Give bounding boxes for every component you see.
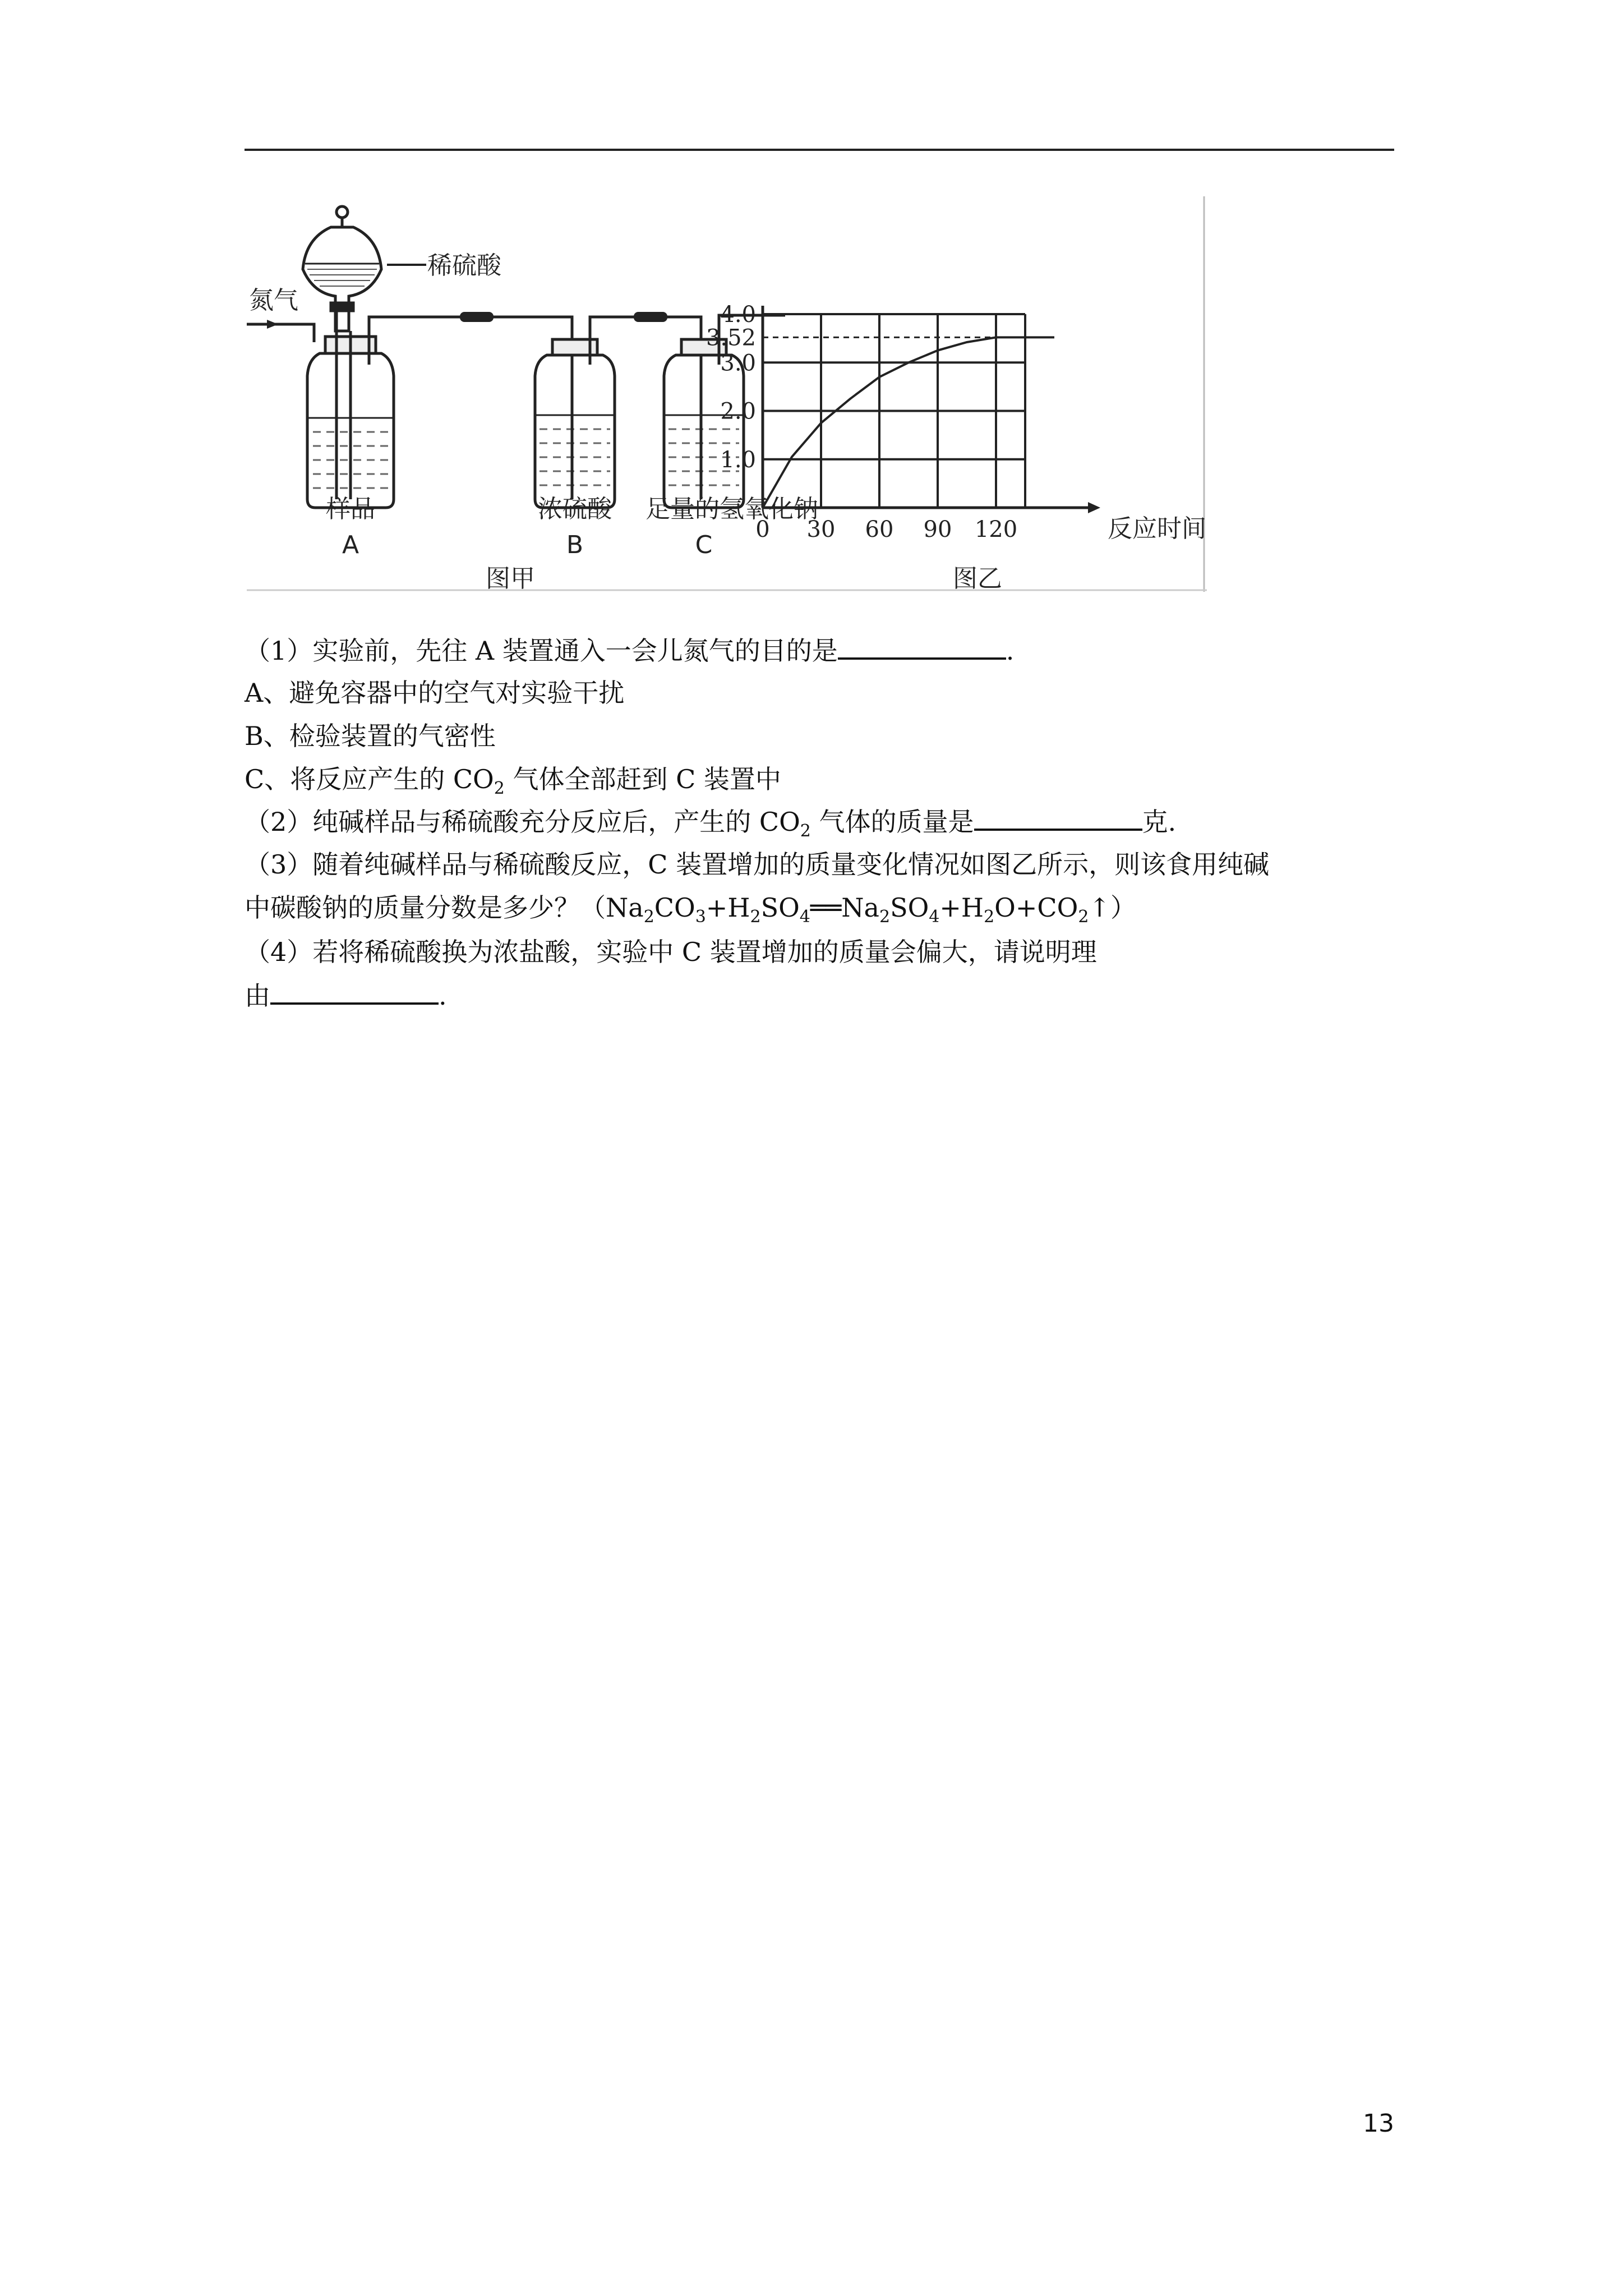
equation-part: ↑） bbox=[1089, 892, 1136, 923]
option-c-text-end: 气体全部赶到 C 装置中 bbox=[504, 764, 781, 794]
x-tick-label: 90 bbox=[923, 517, 952, 542]
x-axis-label: 反应时间 bbox=[1108, 514, 1206, 543]
question-2-end: 克. bbox=[1142, 807, 1177, 837]
acid-label: 稀硫酸 bbox=[427, 251, 501, 280]
bottle-c-letter: C bbox=[695, 531, 713, 559]
bottle-b-letter: B bbox=[566, 531, 584, 559]
bottle-c-name: 足量的氢氧化钠 bbox=[645, 495, 818, 523]
header-rule bbox=[245, 149, 1394, 151]
question-2-text: （2）纯碱样品与稀硫酸充分反应后，产生的 CO bbox=[245, 807, 800, 837]
x-axis-arrow-icon bbox=[1088, 502, 1100, 513]
x-tick-label: 0 bbox=[755, 517, 770, 542]
answer-blank-2[interactable] bbox=[974, 803, 1142, 831]
question-4-end: . bbox=[439, 981, 447, 1011]
question-1-end: . bbox=[1006, 636, 1015, 666]
option-a: A、避免容器中的空气对实验干扰 bbox=[245, 678, 625, 708]
y-tick-label: 2.0 bbox=[720, 398, 756, 425]
bottle-a-letter: A bbox=[342, 531, 359, 559]
equation-part: SO bbox=[890, 892, 929, 923]
y-tick-label: 1.0 bbox=[720, 447, 756, 473]
question-3-text: 中碳酸钠的质量分数是多少？（Na bbox=[245, 892, 644, 923]
option-c: C、将反应产生的 $CO_2$ 气体全部赶到 C 装置中 bbox=[245, 764, 781, 798]
x-tick-label: 60 bbox=[865, 517, 894, 542]
x-tick-label: 30 bbox=[806, 517, 836, 542]
equation-part: +H bbox=[706, 892, 750, 923]
y-tick-label: 3.52 bbox=[706, 325, 756, 351]
option-b: B、检验装置的气密性 bbox=[245, 721, 496, 751]
question-4-text: 由 bbox=[245, 981, 270, 1011]
y-tick-label: 3.0 bbox=[720, 350, 756, 376]
experiment-figure bbox=[247, 196, 1207, 592]
question-3-line-2: 中碳酸钠的质量分数是多少？$(Na_2CO_3+H_2SO_4══Na_2SO_4+H_2O+CO_2↑)$ bbox=[245, 892, 1136, 927]
question-2-mid: 气体的质量是 bbox=[810, 807, 974, 837]
option-c-text: C、将反应产生的 CO bbox=[245, 764, 494, 794]
x-tick-label: 120 bbox=[974, 517, 1018, 542]
equation-part: CO bbox=[654, 892, 695, 923]
question-1-text: （1）实验前，先往 A 装置通入一会儿氮气的目的是 bbox=[245, 636, 838, 666]
equation-part: +H bbox=[939, 892, 984, 923]
bottle-a-name: 样品 bbox=[326, 495, 375, 523]
question-1 bbox=[245, 631, 1400, 670]
equation-part: O+CO bbox=[994, 892, 1078, 923]
page-number: 13 bbox=[1363, 2109, 1394, 2138]
answer-blank-4[interactable] bbox=[270, 977, 439, 1005]
question-4-line-2 bbox=[245, 976, 1400, 1015]
question-2: （2）纯碱样品与稀硫酸充分反应后，产生的 $CO_2$ 气体的质量是 克. bbox=[245, 802, 1400, 841]
equation-part: ══Na bbox=[810, 892, 879, 923]
question-3-line-1: （3）随着纯碱样品与稀硫酸反应，C 装置增加的质量变化情况如图乙所示，则该食用纯碱 bbox=[245, 849, 1270, 880]
question-4-line-1: （4）若将稀硫酸换为浓盐酸，实验中 C 装置增加的质量会偏大，请说明理 bbox=[245, 937, 1097, 967]
y-tick-label: 4.0 bbox=[720, 302, 756, 328]
mass-time-chart bbox=[247, 196, 1207, 592]
figure-a-caption: 图甲 bbox=[486, 564, 535, 592]
equation-part: SO bbox=[760, 892, 800, 923]
answer-blank-1[interactable] bbox=[838, 632, 1006, 660]
bottle-b-name: 浓硫酸 bbox=[538, 495, 612, 523]
gas-label: 氮气 bbox=[249, 286, 298, 315]
figure-b-caption: 图乙 bbox=[953, 564, 1002, 592]
